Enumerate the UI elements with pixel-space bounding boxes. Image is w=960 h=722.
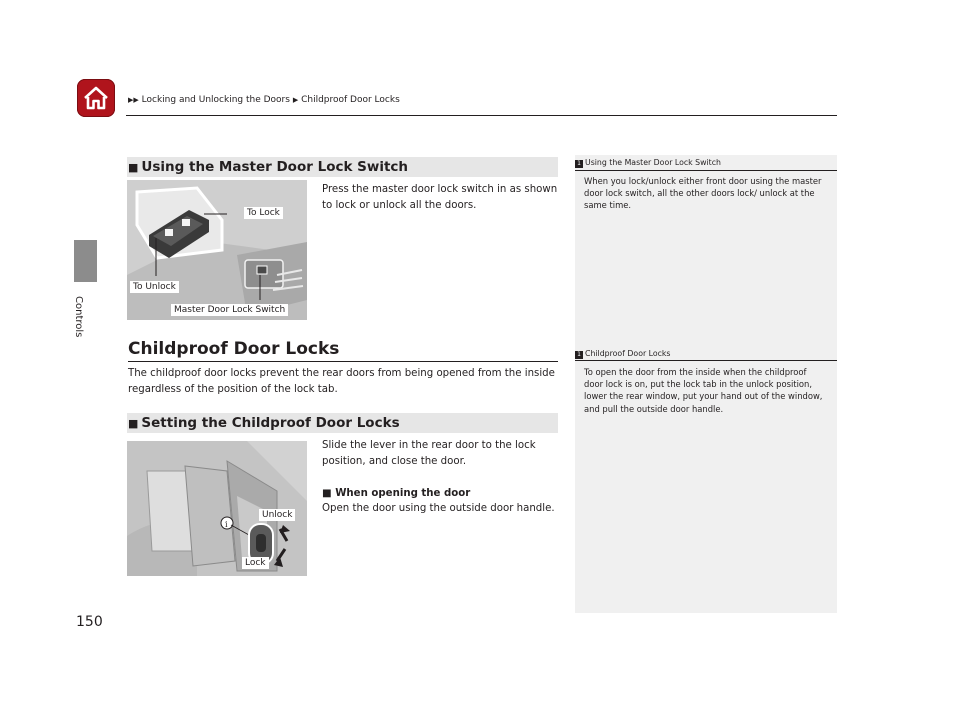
note-title-master-switch: 1 Using the Master Door Lock Switch [575,158,721,168]
master-switch-instructions: Press the master door lock switch in as shown to lock or unlock all the doors. [322,184,558,211]
callout-to-lock: To Lock [244,207,283,219]
breadcrumb-arrow-icon: ▶ [292,96,299,104]
note-divider [575,360,837,361]
note-title-childproof: 1 Childproof Door Locks [575,349,670,359]
childproof-lock-illustration [127,441,307,576]
setting-childproof-instructions: Slide the lever in the rear door to the lock position, and close the door. [322,440,536,467]
note-body-master-switch: When you lock/unlock either front door using the master door lock switch, all the other doors lock/ unlock at the same time. [584,176,822,211]
master-switch-illustration [127,180,307,320]
section-tab-label: Controls [73,296,84,338]
childproof-intro: The childproof door locks prevent the rear doors from being opened from the inside regardless of the position of the lock tab. [128,368,555,395]
svg-text:i: i [225,520,228,529]
breadcrumb-item[interactable]: Locking and Unlocking the Doors [141,95,290,105]
opening-door-instructions: Open the door using the outside door handle. [322,503,555,514]
header-divider [126,115,837,116]
callout-lock: Lock [242,557,269,569]
section-heading-setting-childproof: ■ Setting the Childproof Door Locks [127,413,558,433]
section-heading-master-switch: ■ Using the Master Door Lock Switch [127,157,558,177]
callout-to-unlock: To Unlock [130,281,179,293]
breadcrumb-item-current: Childproof Door Locks [301,95,400,105]
reference-icon: 1 [575,160,583,168]
page-number: 150 [76,614,103,630]
breadcrumb-arrow-icon: ▶▶ [128,96,139,104]
callout-master-switch: Master Door Lock Switch [171,304,288,316]
section-tab-marker [74,240,97,282]
note-divider [575,170,837,171]
note-body-childproof: To open the door from the inside when the childproof door lock is on, put the lock tab in the unlock position, lower the rear window, put your hand out of the window, and pull the outside door handle. [584,367,823,414]
home-button[interactable] [77,79,115,117]
reference-icon: 1 [575,351,583,359]
square-bullet-icon: ■ [128,161,139,174]
page-title: Childproof Door Locks [128,339,558,362]
callout-unlock: Unlock [259,509,295,521]
door-panel-drawing [127,180,307,320]
subheading-opening-door: ■ When opening the door [322,488,471,499]
breadcrumb [128,95,400,105]
square-bullet-icon: ■ [322,488,336,499]
home-icon [77,79,115,117]
square-bullet-icon: ■ [128,417,139,430]
